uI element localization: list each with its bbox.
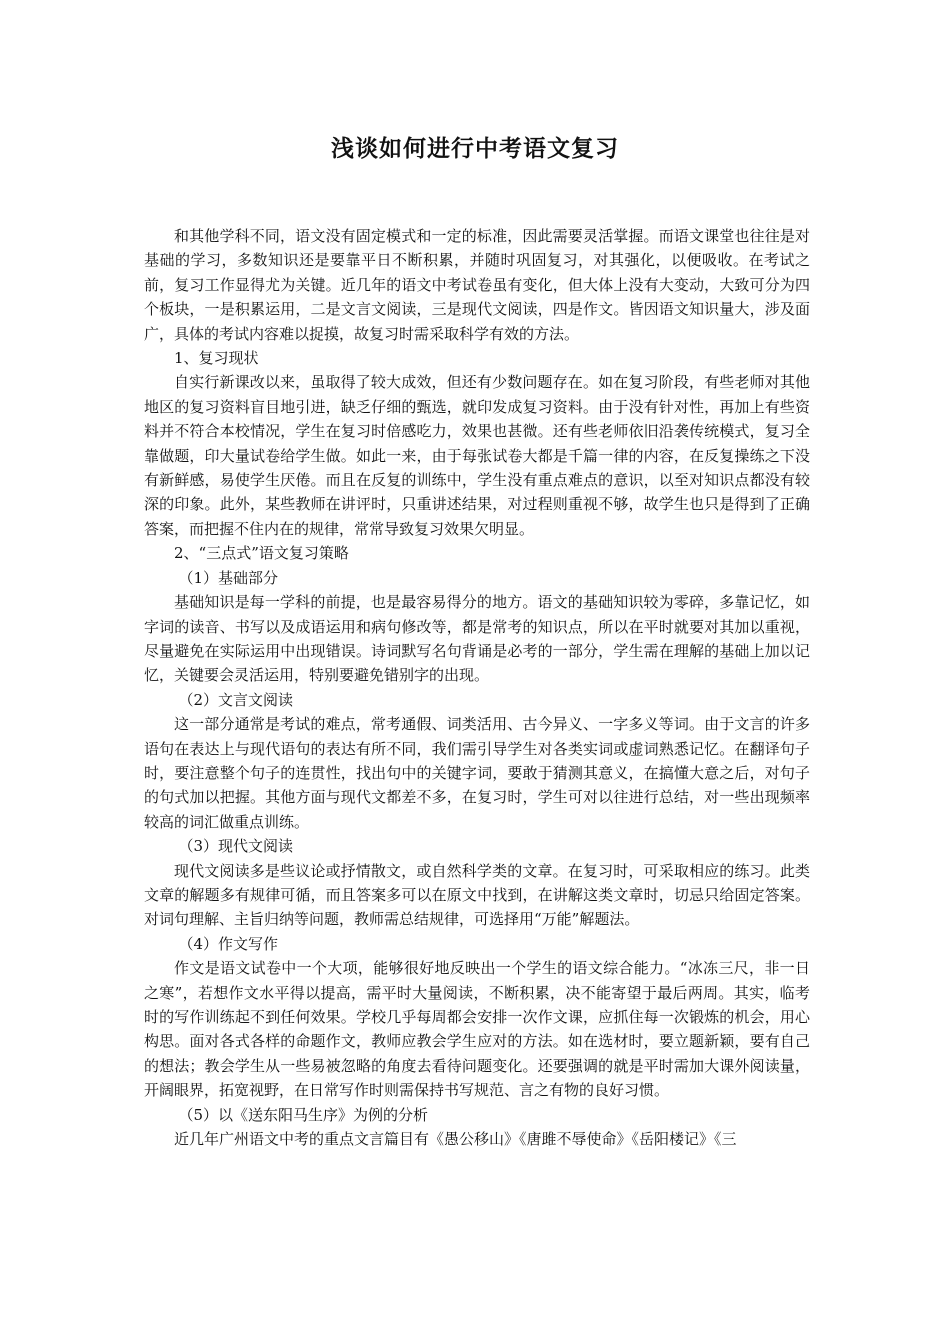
sub1-heading: （1）基础部分 — [178, 568, 279, 587]
document-title: 浅谈如何进行中考语文复习 — [331, 135, 619, 162]
section1-paragraph: 自实行新课改以来，虽取得了较大成效，但还有少数问题存在。如在复习阶段，有些老师对其他地区的复习资料盲目地引进，缺乏仔细的甄选，就印发成复习资料。由于没有针对性，再加上有些资料并不符合本校情况，学生在复习时倍感吃力，效果也甚微。还有些老师依旧沿袭传统模式，复习全靠做题，印大量试卷给学生做。如此一来，由于每张试卷大都是千篇一律的内容，在反复操练之下没有新鲜感，易使学生厌倦。而且在反复的训练中，学生没有重点难点的意识，以至对知识点都没有较深的印象。此外，某些教师在讲评时，只重讲述结果，对过程则重视不够，故学生也只是得到了正确答案，而把握不住内在的规律，常常导致复习效果欠明显。 — [144, 373, 810, 538]
sub3-heading: （3）现代文阅读 — [178, 837, 294, 856]
sub5-heading: （5）以《送东阳马生序》为例的分析 — [178, 1105, 429, 1124]
sub2-paragraph: 这一部分通常是考试的难点，常考通假、词类活用、古今异义、一字多义等词。由于文言的许多语句在表达上与现代语句的表达有所不同，我们需引导学生对各类实词或虚词熟悉记忆。在翻译句子时，要注意整个句子的连贯性，找出句中的关键字词，要敢于猜测其意义，在搞懂大意之后，对句子的句式加以把握。其他方面与现代文都差不多，在复习时，学生可对以往进行总结，对一些出现频率较高的词汇做重点训练。 — [144, 715, 810, 831]
intro-paragraph: 和其他学科不同，语文没有固定模式和一定的标准，因此需要灵活掌握。而语文课堂也往往是对基础的学习，多数知识还是要靠平日不断积累，并随时巩固复习，对其强化，以便吸收。在考试之前，复习工作显得尤为关键。近几年的语文中考试卷虽有变化，但大体上没有大变动，大致可分为四个板块，一是积累运用，二是文言文阅读，三是现代文阅读，四是作文。皆因语文知识量大，涉及面广，具体的考试内容难以捉摸，故复习时需采取科学有效的方法。 — [144, 227, 810, 343]
section2-heading: 2、“三点式”语文复习策略 — [174, 544, 349, 563]
sub1-paragraph: 基础知识是每一学科的前提，也是最容易得分的地方。语文的基础知识较为零碎，多靠记忆，如字词的读音、书写以及成语运用和病句修改等，都是常考的知识点，所以在平时就要对其加以重视，尽量避免在实际运用中出现错误。诗词默写名句背诵是必考的一部分，学生需在理解的基础上加以记忆，关键要会灵活运用，特别要避免错别字的出现。 — [144, 593, 810, 685]
sub3-paragraph: 现代文阅读多是些议论或抒情散文，或自然科学类的文章。在复习时，可采取相应的练习。此类文章的解题多有规律可循，而且答案多可以在原文中找到，在讲解这类文章时，切忌只给固定答案。对词句理解、主旨归纳等问题，教师需总结规律，可选择用“万能”解题法。 — [144, 861, 810, 929]
sub5-paragraph: 近几年广州语文中考的重点文言篇目有《愚公移山》《唐雎不辱使命》《岳阳楼记》《三 — [174, 1130, 737, 1149]
section1-heading: 1、复习现状 — [174, 349, 259, 368]
sub4-heading: （4）作文写作 — [178, 934, 279, 953]
sub4-paragraph: 作文是语文试卷中一个大项，能够很好地反映出一个学生的语文综合能力。“冰冻三尺，非一日之寒”，若想作文水平得以提高，需平时大量阅读，不断积累，决不能寄望于最后两周。其实，临考时的写作训练起不到任何效果。学校几乎每周都会安排一次作文课，应抓住每一次锻炼的机会，用心构思。面对各式各样的命题作文，教师应教会学生应对的方法。如在选材时，要立题新颖，要有自己的想法；教会学生从一些易被忽略的角度去看待问题变化。还要强调的就是平时需加大课外阅读量，开阔眼界，拓宽视野，在日常写作时则需保持书写规范、言之有物的良好习惯。 — [144, 959, 810, 1100]
sub2-heading: （2）文言文阅读 — [178, 690, 294, 709]
document-body — [144, 224, 810, 1151]
